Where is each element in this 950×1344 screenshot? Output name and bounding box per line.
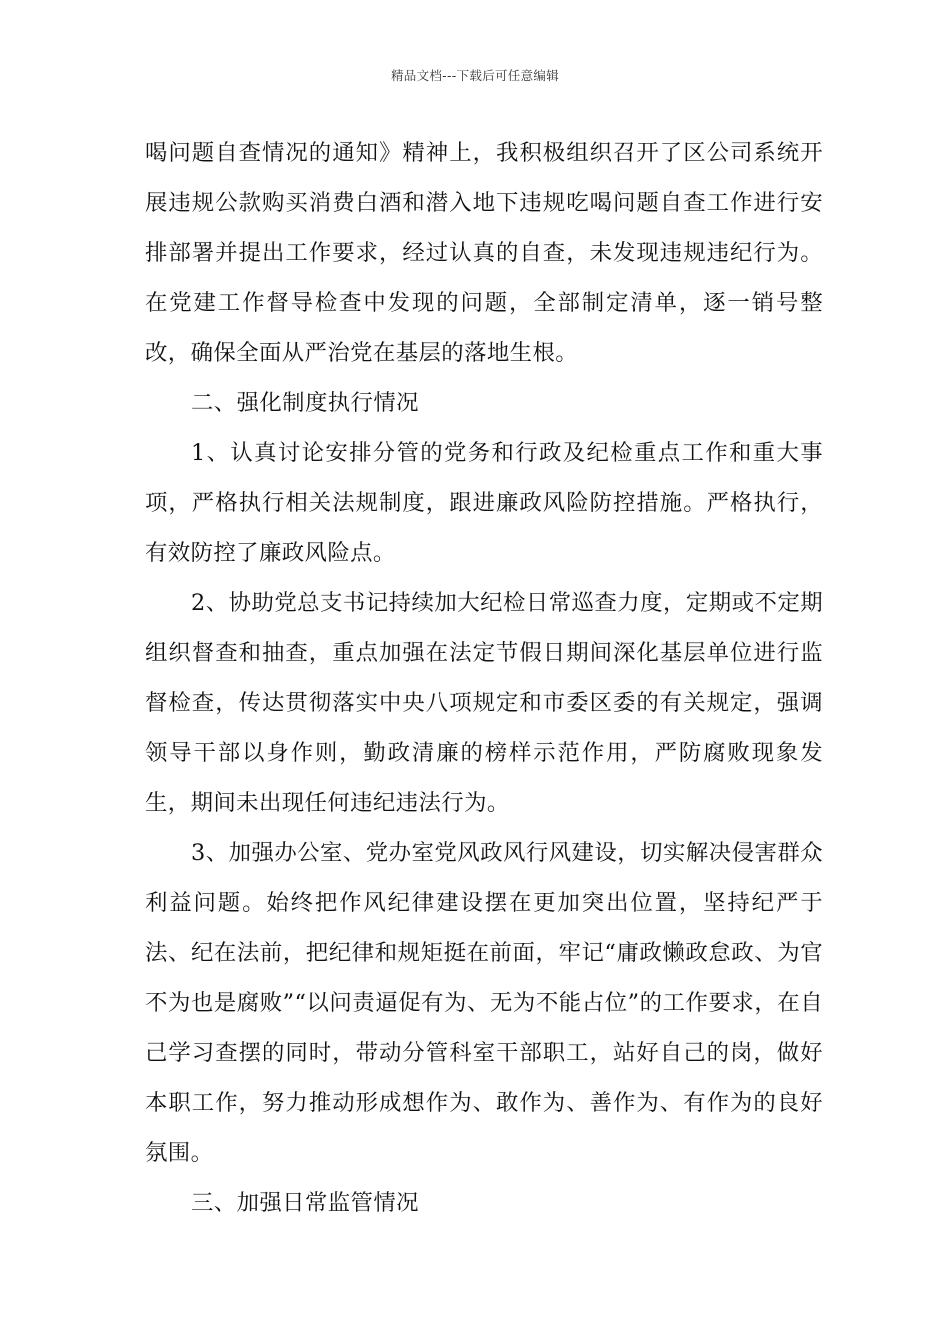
paragraph-item-2: 2、协助党总支书记持续加大纪检日常巡查力度，定期或不定期组织督查和抽查，重点加强在法定节假日期间深化基层单位进行监督检查，传达贯彻落实中央八项规定和市委区委的有关规定，强调领导干部以身作则，勤政清廉的榜样示范作用，严防腐败现象发生，期间未出现任何违纪违法行为。 [145,590,823,816]
section-heading-2: 二、强化制度执行情况 [191,390,419,416]
section-heading-3: 三、加强日常监管情况 [191,1190,419,1216]
document-body [145,128,823,1228]
paragraph-item-1: 1、认真讨论安排分管的党务和行政及纪检重点工作和重大事项，严格执行相关法规制度，跟进廉政风险防控措施。严格执行，有效防控了廉政风险点。 [145,440,823,566]
page-header: 精品文档---下载后可任意编辑 [390,68,560,83]
paragraph-continuation: 喝问题自查情况的通知》精神上，我积极组织召开了区公司系统开展违规公款购买消费白酒和潜入地下违规吃喝问题自查工作进行安排部署并提出工作要求，经过认真的自查，未发现违规违纪行为。在党建工作督导检查中发现的问题，全部制定清单，逐一销号整改，确保全面从严治党在基层的落地生根。 [145,140,823,366]
paragraph-item-3: 3、加强办公室、党办室党风政风行风建设，切实解决侵害群众利益问题。始终把作风纪律建设摆在更加突出位置，坚持纪严于法、纪在法前，把纪律和规矩挺在前面，牢记“庸政懒政怠政、为官不为也是腐败”“以问责逼促有为、无为不能占位”的工作要求，在自己学习查摆的同时，带动分管科室干部职工，站好自己的岗，做好本职工作，努力推动形成想作为、敢作为、善作为、有作为的良好氛围。 [145,840,823,1166]
